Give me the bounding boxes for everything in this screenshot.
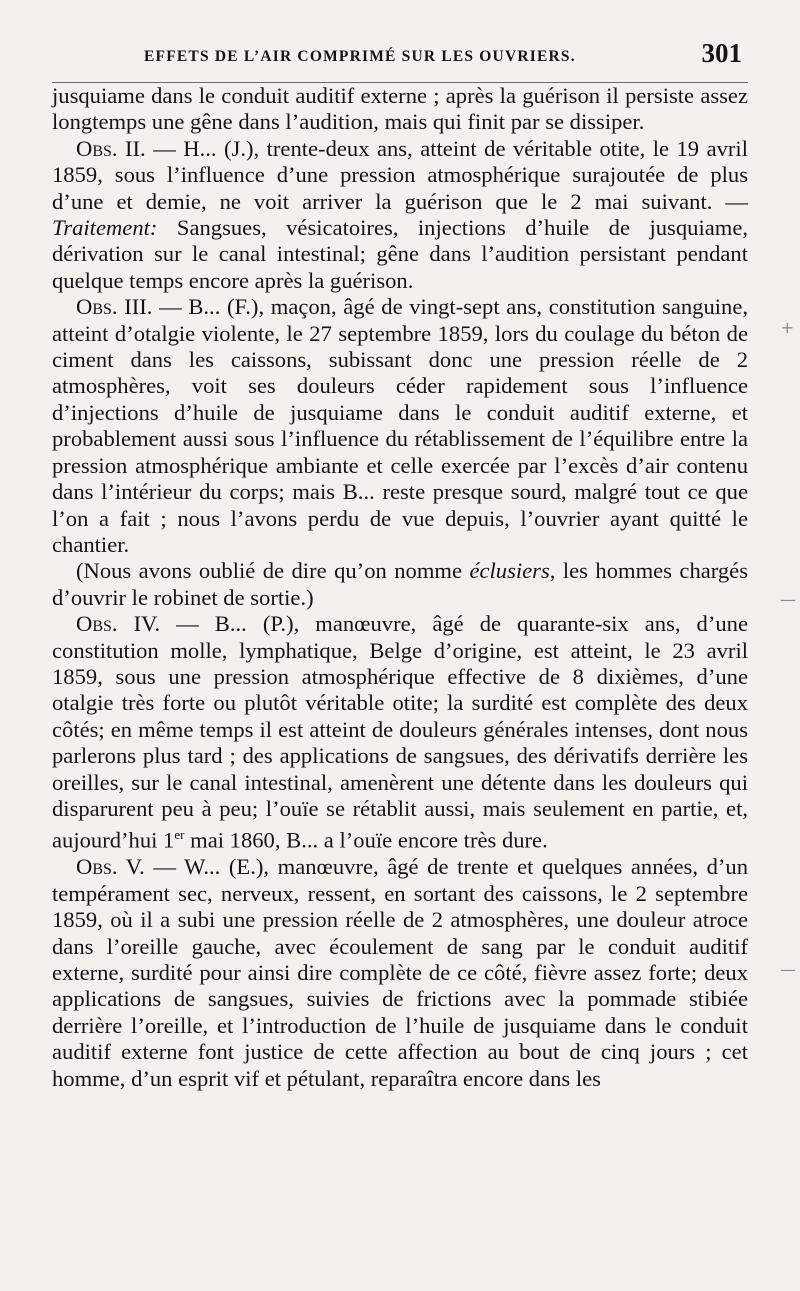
note-text: , les hommes chargés d’ouvrir le robinet de sortie.): [52, 558, 749, 610]
paragraph-continuation: [52, 83, 748, 136]
observation-5: [52, 854, 748, 1092]
margin-mark: +: [780, 318, 794, 337]
editorial-note: [52, 558, 748, 611]
obs-text: — B... (P.), manœuvre, âgé de quarante-six ans, d’une constitution molle, lymphatique, Belge d’origine, est atteint, le 23 avril 1859, sous une pression atmosphérique effective de 8 dixièmes, d’une otalgie très forte ou plutôt véritable otite; la surdité est complète des deux côtés; en même temps il est atteint de douleurs générales intenses, dont nous parlerons plus tard ; des applications de sangsues, des dérivatifs derrière les oreilles, sur le canal intestinal, amenèrent une détente dans les douleurs qui disparurent peu à peu; l’ouïe se rétablit aussi, mais seulement en partie, et, aujourd’hui 1: [52, 611, 748, 853]
running-head: EFFETS DE L’AIR COMPRIMÉ SUR LES OUVRIERS.: [144, 48, 576, 65]
margin-mark: —: [780, 960, 796, 979]
obs-text: Sangsues, vésicatoires, injections d’huile de jusquiame, dérivation sur le canal intestinal; gêne dans l’audition persistant pendant quelque temps encore après la guérison.: [52, 215, 748, 293]
note-text: (Nous avons oublié de dire qu’on nomme: [76, 558, 470, 584]
obs-text: — H... (J.), trente-deux ans, atteint de véritable otite, le 19 avril 1859, sous l’influence d’une pression atmosphérique surajoutée de plus d’une et demie, ne voit arriver la guérison que le 2 mai suivant. —: [52, 135, 748, 214]
page-number: 301: [701, 38, 742, 68]
obs-label: Obs. IV.: [76, 611, 161, 637]
observation-4: [52, 611, 748, 854]
obs-emphasis: Traitement:: [52, 215, 158, 241]
obs-text: — W... (E.), manœuvre, âgé de trente et quelques années, d’un tempérament sec, nerveux, ressent, en sortant des caissons, le 2 septembre 1859, où il a subi une pression réelle de 2 atmosphères, une douleur atroce dans l’oreille gauche, avec écoulement de sang par le conduit auditif externe, surdité pour ainsi dire complète de ce côté, fièvre assez forte; deux applications de sangsues, suivies de frictions avec la pommade stibiée derrière l’oreille, et l’introduction de l’huile de jusquiame dans le conduit auditif externe font justice de cette affection au bout de cinq jours ; cet homme, d’un esprit vif et pétulant, reparaîtra encore dans les: [52, 854, 748, 1091]
paragraph-text: jusquiame dans le conduit auditif externe ; après la guérison il persiste assez longtemps une gêne dans l’audition, mais qui finit par se dissiper.: [52, 83, 748, 135]
obs-label: Obs. V.: [76, 854, 145, 880]
observation-3: [52, 294, 748, 558]
obs-label: Obs. III.: [76, 294, 153, 320]
page-header: [52, 34, 748, 83]
obs-text: mai 1860, B... a l’ouïe encore très dure.: [184, 827, 548, 853]
note-emphasis: éclusiers: [469, 558, 550, 584]
obs-text: — B... (F.), maçon, âgé de vingt-sept ans, constitution sanguine, atteint d’otalgie violente, le 27 septembre 1859, lors du coulage du béton de ciment dans les caissons, subissant donc une pression réelle de 2 atmosphères, voit ses douleurs céder rapidement sous l’influence d’injections d’huile de jusquiame dans le conduit auditif externe, et probablement aussi sous l’influence du rétablissement de l’équilibre entre la pression atmosphérique ambiante et celle exercée par l’excès d’air contenu dans l’intérieur du corps; mais B... reste presque sourd, malgré tout ce que l’on a fait ; nous l’avons perdu de vue depuis, l’ouvrier ayant quitté le chantier.: [52, 294, 749, 557]
margin-mark: —: [780, 590, 796, 609]
ordinal-superscript: er: [174, 827, 185, 843]
page-body: [52, 83, 748, 1092]
obs-label: Obs. II.: [76, 135, 146, 161]
observation-2: [52, 136, 748, 294]
